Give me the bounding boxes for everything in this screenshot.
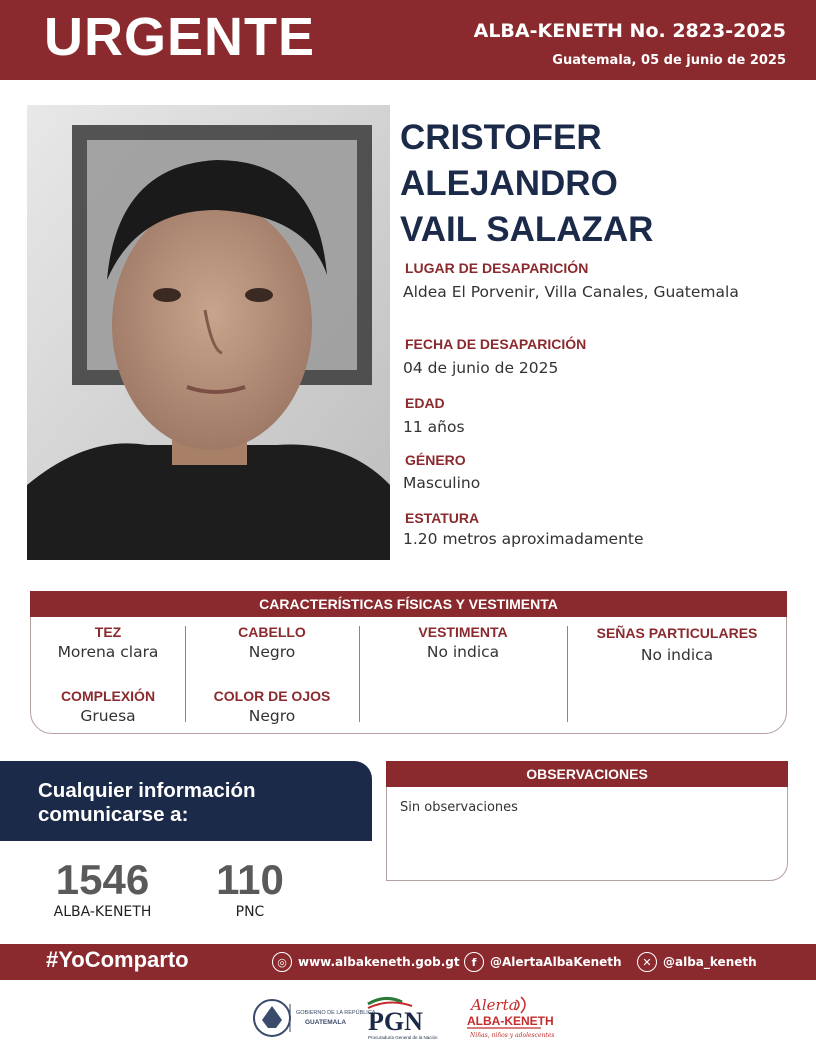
skin-tone-label: TEZ	[94, 624, 122, 640]
website-text: www.albakeneth.gob.gt	[298, 955, 460, 969]
observations-panel	[386, 761, 788, 881]
height-label: ESTATURA	[405, 510, 480, 526]
guatemala-government-logo	[254, 1000, 376, 1036]
facebook-link[interactable]	[464, 952, 622, 972]
pnc-label: PNC	[235, 904, 265, 920]
pnc-number: 110	[216, 856, 284, 903]
gender-value: Masculino	[403, 474, 481, 492]
contact-text: Cualquier información comunicarse a:	[38, 779, 256, 826]
urgent-title: URGENTE	[44, 7, 316, 67]
alba-keneth-label: ALBA-KENETH	[53, 904, 152, 920]
eye-color-value: Negro	[248, 707, 296, 725]
person-name	[400, 115, 800, 253]
facebook-text: @AlertaAlbaKeneth	[490, 955, 622, 969]
clothing-value: No indica	[426, 643, 500, 661]
observations-text: Sin observaciones	[400, 800, 518, 815]
gender-label: GÉNERO	[405, 452, 466, 468]
clothing-label: VESTIMENTA	[418, 624, 508, 640]
distinguishing-marks-label: SEÑAS PARTICULARES	[596, 625, 758, 641]
contact-banner	[0, 761, 372, 841]
pgn-text: PGN	[368, 1007, 423, 1036]
age-value: 11 años	[403, 418, 465, 436]
column-divider	[359, 626, 360, 722]
eye-color-label: COLOR DE OJOS	[213, 688, 331, 704]
website-link[interactable]	[272, 952, 460, 972]
alerta-line-1: Alerta	[471, 996, 518, 1014]
x-icon: ✕	[637, 952, 657, 972]
footer-banner	[0, 944, 816, 980]
hair-value: Negro	[248, 643, 296, 661]
alerta-line-3: Niñas, niños y adolescentes	[470, 1032, 555, 1039]
characteristics-panel	[30, 591, 787, 734]
facebook-icon: f	[464, 952, 484, 972]
pgn-sub: Procuraduría General de la Nación	[368, 1035, 438, 1040]
disappearance-date-value: 04 de junio de 2025	[403, 359, 559, 377]
build-value: Gruesa	[80, 707, 136, 725]
distinguishing-marks-value: No indica	[640, 646, 714, 664]
x-text: @alba_keneth	[663, 955, 757, 969]
alerta-alba-keneth-logo	[467, 996, 554, 1039]
disappearance-place-value: Aldea El Porvenir, Villa Canales, Guatemala	[403, 283, 739, 301]
age-label: EDAD	[405, 395, 445, 411]
partner-logos	[0, 990, 816, 1050]
height-value: 1.20 metros aproximadamente	[403, 530, 644, 548]
hair-label: CABELLO	[238, 624, 306, 640]
x-link[interactable]	[637, 952, 757, 972]
hashtag: #YoComparto	[46, 947, 189, 972]
header-banner	[0, 0, 816, 80]
disappearance-date-label: FECHA DE DESAPARICIÓN	[405, 336, 587, 352]
name-line-2: ALEJANDRO	[400, 164, 618, 203]
alerta-line-2: ALBA-KENETH	[467, 1014, 554, 1028]
build-label: COMPLEXIÓN	[60, 688, 156, 704]
missing-person-photo	[27, 105, 390, 560]
name-line-1: CRISTOFER	[400, 118, 602, 157]
globe-icon: ◎	[272, 952, 292, 972]
pgn-logo	[368, 998, 438, 1040]
characteristics-title: CARACTERÍSTICAS FÍSICAS Y VESTIMENTA	[30, 591, 787, 617]
skin-tone-value: Morena clara	[57, 643, 159, 661]
issue-date: Guatemala, 05 de junio de 2025	[552, 53, 786, 68]
gov-line-1: GOBIERNO DE LA REPÚBLICA	[296, 1010, 376, 1016]
alba-keneth-number: 1546	[55, 856, 150, 903]
case-number: ALBA-KENETH No. 2823-2025	[473, 20, 786, 42]
name-line-3: VAIL SALAZAR	[400, 210, 654, 249]
gov-line-2: GUATEMALA	[305, 1019, 347, 1026]
logos-row	[0, 990, 816, 1050]
observations-title: OBSERVACIONES	[386, 761, 788, 787]
disappearance-place-label: LUGAR DE DESAPARICIÓN	[405, 260, 589, 276]
